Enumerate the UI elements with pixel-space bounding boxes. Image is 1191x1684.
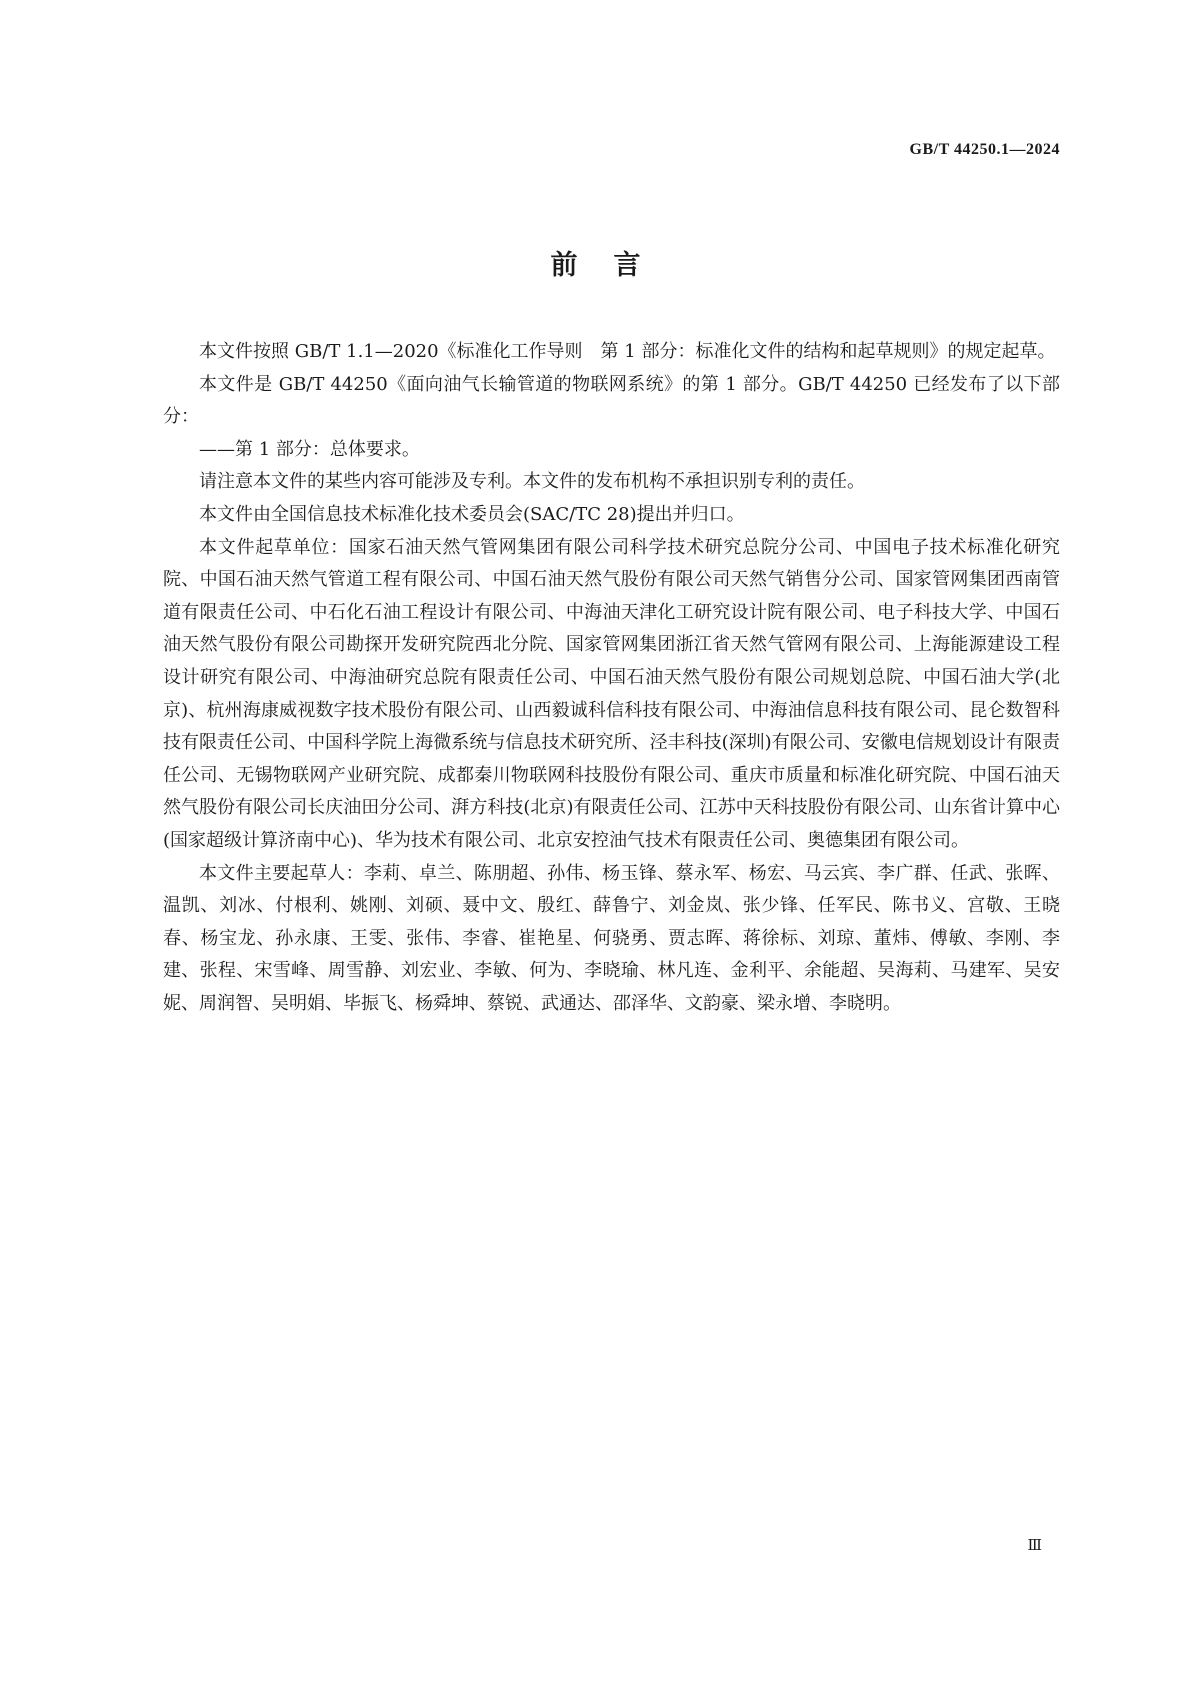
paragraph-patent-notice: 请注意本文件的某些内容可能涉及专利。本文件的发布机构不承担识别专利的责任。 (199, 471, 865, 493)
paragraph-drafting-rules: 本文件按照 GB/T 1.1—2020《标准化工作导则 第 1 部分：标准化文件的结构和起草规则》的规定起草。 (199, 341, 1056, 362)
paragraph-series-parts: 本文件是 GB/T 44250《面向油气长输管道的物联网系统》的第 1 部分。GB/T 44250 已经发布了以下部分： (163, 373, 1060, 428)
foreword-body (163, 336, 1060, 1020)
page-title: 前言 (550, 250, 677, 281)
paragraph-drafting-organizations: 本文件起草单位：国家石油天然气管网集团有限公司科学技术研究总院分公司、中国电子技术标准化研究院、中国石油天然气管道工程有限公司、中国石油天然气股份有限公司天然气销售分公司、国家管网集团西南管道有限责任公司、中石化石油工程设计有限公司、中海油天津化工研究设计院有限公司、电子科技大学、中国石油天然气股份有限公司勘探开发研究院西北分院、国家管网集团浙江省天然气管网有限公司、上海能源建设工程设计研究有限公司、中海油研究总院有限责任公司、中国石油天然气股份有限公司规划总院、中国石油大学(北京)、杭州海康威视数字技术股份有限公司、山西毅诚科信科技有限公司、中海油信息科技有限公司、昆仑数智科技有限责任公司、中国科学院上海微系统与信息技术研究所、泾丰科技(深圳)有限公司、安徽电信规划设计有限责任公司、无锡物联网产业研究院、成都秦川物联网科技股份有限公司、重庆市质量和标准化研究院、中国石油天然气股份有限公司长庆油田分公司、湃方科技(北京)有限责任公司、江苏中天科技股份有限公司、山东省计算中心(国家超级计算济南中心)、华为技术有限公司、北京安控油气技术有限责任公司、奥德集团有限公司。 (163, 536, 1060, 851)
page-number: Ⅲ (1027, 1538, 1042, 1554)
document-number: GB/T 44250.1—2024 (909, 141, 1060, 158)
paragraph-proposing-committee: 本文件由全国信息技术标准化技术委员会(SAC/TC 28)提出并归口。 (199, 503, 745, 525)
paragraph-main-drafters: 本文件主要起草人：李莉、卓兰、陈朋超、孙伟、杨玉锋、蔡永军、杨宏、马云宾、李广群、任武、张晖、温凯、刘冰、付根利、姚刚、刘硕、聂中文、殷红、薛鲁宁、刘金岚、张少锋、任军民、陈书义、宫敬、王晓春、杨宝龙、孙永康、王雯、张伟、李睿、崔艳星、何骁勇、贾志晖、蒋徐标、刘琼、董炜、傅敏、李刚、李建、张程、宋雪峰、周雪静、刘宏业、李敏、何为、李晓瑜、林凡连、金利平、余能超、吴海莉、马建军、吴安妮、周润智、吴明娟、毕振飞、杨舜坤、蔡锐、武通达、邵泽华、文韵豪、梁永增、李晓明。 (163, 862, 1060, 1014)
paragraph-part-list-item: ——第 1 部分：总体要求。 (199, 438, 420, 460)
